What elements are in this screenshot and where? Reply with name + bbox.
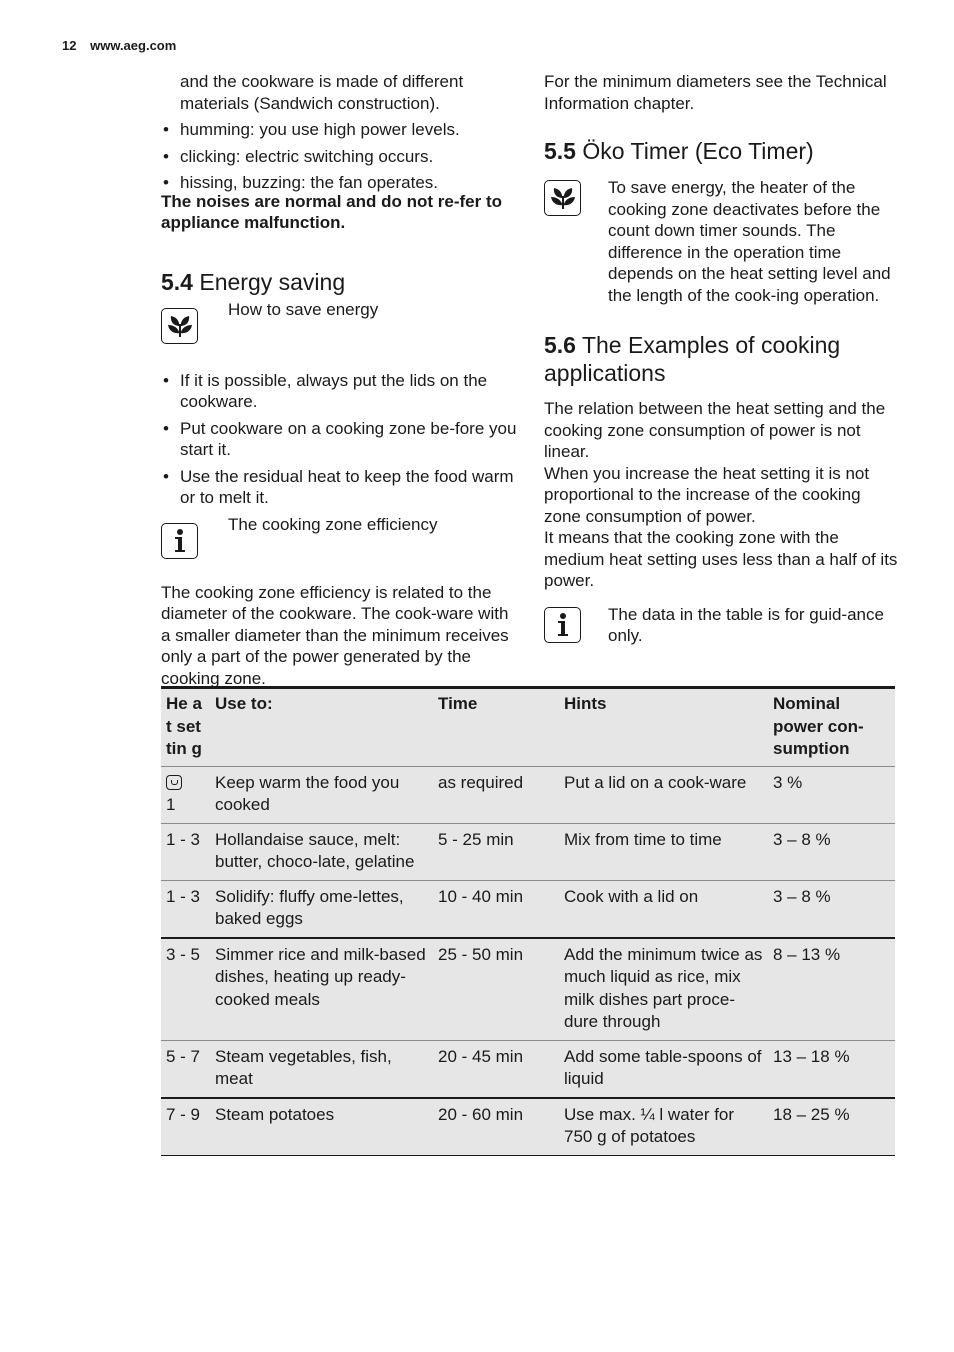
- leaf-icon: [161, 308, 198, 344]
- examples-paragraph: The relation between the heat setting and the cooking zone consumption of power is not linear.: [544, 399, 886, 461]
- table-note: [544, 604, 899, 647]
- eco-timer-text: To save energy, the heater of the cooking zone deactivates before the count down timer sounds. The difference in the operation time depends on the heat setting level and the length of the cook-ing operation.: [608, 178, 891, 305]
- eco-timer-block: [544, 177, 899, 306]
- list-item: • Use the residual heat to keep the food warm or to melt it.: [161, 466, 521, 509]
- time-cell: 5 - 25 min: [433, 823, 559, 880]
- section-heading-energy: [161, 268, 521, 296]
- time-cell: as required: [433, 766, 559, 823]
- section-title: Energy saving: [199, 268, 346, 295]
- left-column: [161, 71, 521, 689]
- power-cell: 18 – 25 %: [768, 1098, 895, 1156]
- header-heat-setting: He at set tin g: [161, 688, 210, 767]
- list-item: • hissing, buzzing: the fan operates.: [161, 172, 521, 194]
- info-icon: [161, 523, 198, 559]
- efficiency-text: The cooking zone efficiency is related to the diameter of the cookware. The cook-ware with a smaller diameter than the minimum receives only a part of the power generated by the cooking zone.: [161, 582, 509, 688]
- page-number: 12: [62, 38, 77, 53]
- page-header: [62, 38, 176, 53]
- time-cell: 10 - 40 min: [433, 880, 559, 938]
- setting-value: 1: [166, 795, 176, 814]
- use-cell: Simmer rice and milk-based dishes, heating up ready-cooked meals: [210, 938, 433, 1041]
- list-item: • Put cookware on a cooking zone be-fore you start it.: [161, 418, 521, 461]
- power-cell: 8 – 13 %: [768, 938, 895, 1041]
- noise-list: [161, 119, 521, 194]
- keep-warm-icon: [166, 775, 182, 790]
- efficiency-label: The cooking zone efficiency: [228, 514, 438, 534]
- right-column: [544, 71, 899, 647]
- noises-note: The noises are normal and do not re-fer to appliance malfunction.: [161, 191, 502, 232]
- energy-tip-label: How to save energy: [228, 299, 379, 319]
- list-item: • If it is possible, always put the lids on the cookware.: [161, 370, 521, 413]
- hints-cell: Cook with a lid on: [559, 880, 768, 938]
- energy-tip-header: [161, 299, 521, 344]
- setting-cell: 3 - 5: [161, 938, 210, 1041]
- efficiency-info-header: [161, 514, 521, 559]
- header-time: Time: [433, 688, 559, 767]
- energy-tips-list: [161, 370, 521, 509]
- power-cell: 13 – 18 %: [768, 1040, 895, 1098]
- hints-cell: Add the minimum twice as much liquid as rice, mix milk dishes part proce-dure through: [559, 938, 768, 1041]
- info-icon: [544, 607, 581, 643]
- use-cell: Keep warm the food you cooked: [210, 766, 433, 823]
- hints-cell: Use max. ¼ l water for 750 g of potatoes: [559, 1098, 768, 1156]
- power-cell: 3 – 8 %: [768, 880, 895, 938]
- section-number: 5.5: [544, 138, 576, 164]
- cooking-table: [161, 686, 895, 1156]
- examples-paragraph: When you increase the heat setting it is not proportional to the increase of the cooking zone consumption of power.: [544, 463, 870, 526]
- list-item: • clicking: electric switching occurs.: [161, 146, 521, 168]
- use-cell: Steam vegetables, fish, meat: [210, 1040, 433, 1098]
- time-cell: 25 - 50 min: [433, 938, 559, 1041]
- hints-cell: Put a lid on a cook-ware: [559, 766, 768, 823]
- table-row: [161, 823, 895, 880]
- table-note-text: The data in the table is for guid-ance only.: [608, 604, 884, 645]
- table-row: [161, 938, 895, 1041]
- intro-line: and the cookware is made of different materials (Sandwich construction).: [180, 72, 464, 113]
- setting-cell: 1 - 3: [161, 880, 210, 938]
- setting-cell: [161, 766, 210, 823]
- use-cell: Hollandaise sauce, melt: butter, choco-late, gelatine: [210, 823, 433, 880]
- use-cell: Solidify: fluffy ome-lettes, baked eggs: [210, 880, 433, 938]
- table-row: [161, 766, 895, 823]
- power-cell: 3 – 8 %: [768, 823, 895, 880]
- setting-cell: 5 - 7: [161, 1040, 210, 1098]
- website-link[interactable]: www.aeg.com: [90, 38, 177, 53]
- section-number: 5.6: [544, 332, 576, 358]
- power-cell: 3 %: [768, 766, 895, 823]
- table-row: [161, 1098, 895, 1156]
- section-heading-examples: [544, 331, 899, 387]
- table-row: [161, 880, 895, 938]
- section-number: 5.4: [161, 268, 193, 295]
- time-cell: 20 - 45 min: [433, 1040, 559, 1098]
- section-title: Öko Timer (Eco Timer): [582, 138, 814, 164]
- list-item: • humming: you use high power levels.: [161, 119, 521, 141]
- time-cell: 20 - 60 min: [433, 1098, 559, 1156]
- use-cell: Steam potatoes: [210, 1098, 433, 1156]
- hints-cell: Mix from time to time: [559, 823, 768, 880]
- leaf-icon: [544, 180, 581, 216]
- section-heading-eco-timer: [544, 137, 899, 165]
- table-header-row: [161, 688, 895, 767]
- header-power: Nominal power con-sumption: [768, 688, 895, 767]
- setting-cell: 1 - 3: [161, 823, 210, 880]
- section-title: The Examples of cooking applications: [544, 332, 841, 386]
- min-diameter-text: For the minimum diameters see the Technical Information chapter.: [544, 72, 887, 113]
- header-hints: Hints: [559, 688, 768, 767]
- hints-cell: Add some table-spoons of liquid: [559, 1040, 768, 1098]
- setting-cell: 7 - 9: [161, 1098, 210, 1156]
- examples-paragraph: It means that the cooking zone with the medium heat setting uses less than a half of its power.: [544, 528, 898, 590]
- header-use-to: Use to:: [210, 688, 433, 767]
- table-row: [161, 1040, 895, 1098]
